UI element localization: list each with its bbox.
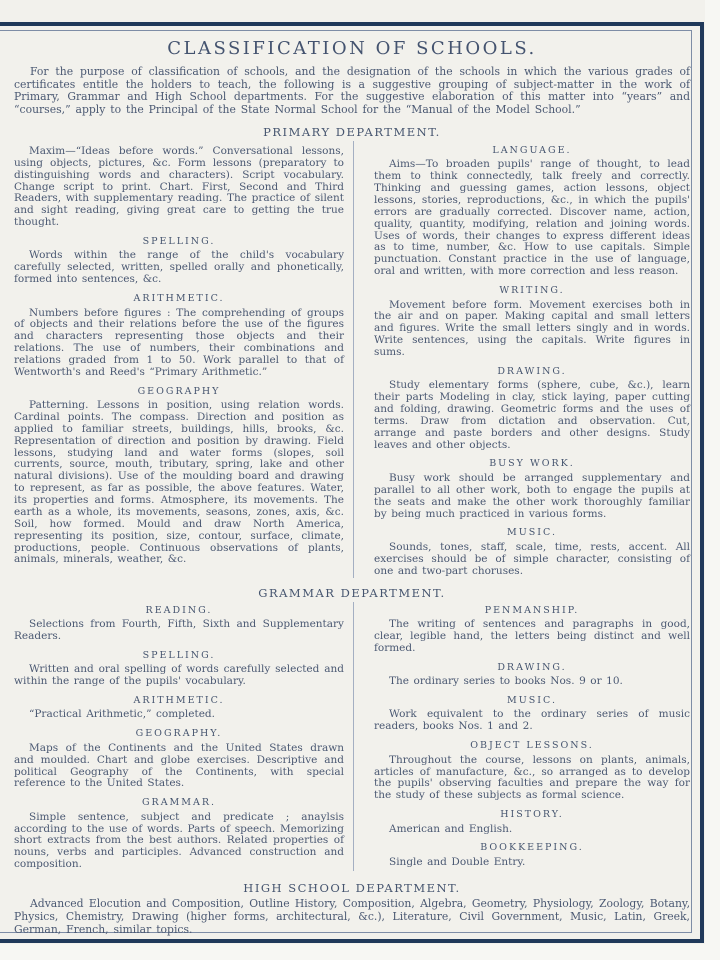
section-body: Work equivalent to the ordinary series of music readers, books Nos. 1 and 2. [374,708,690,733]
section-bookkeeping [374,843,690,868]
section-body: Single and Double Entry. [389,855,526,868]
section-geography [14,729,344,790]
section-body: “Practical Arithmetic,” completed. [29,708,215,721]
section-busy-work [374,459,690,520]
section-body: Simple sentence, subject and predicate ; anaylsis according to the use of words. Parts of speech. Memorizing short extracts from the best authors. Related properties of nouns, verbs and participles. Advanced construction and composition. [14,810,344,871]
page-edge-right [705,0,720,960]
section-body: Numbers before figures : The comprehending of groups of objects and their relations before the use of the figures and characters representing those objects and their relations. The use of numbers, their combinations and relations graded from 1 to 50. Work parallel to that of Wentworth's and Reed's “Primary Arithmetic.” [14,306,344,378]
section-heading: SPELLING. [142,235,216,247]
page-content [14,36,690,937]
section-arithmetic [14,696,344,721]
section-heading: MUSIC. [507,527,557,539]
section-heading: ARITHMETIC. [133,694,225,706]
section-spelling [14,651,344,688]
section-heading: ARITHMETIC. [133,293,225,305]
high-school-department-heading: HIGH SCHOOL DEPARTMENT. [243,881,461,896]
section-body: Maxim—“Ideas before words.” Conversational lessons, using objects, pictures, &c. Form lessons (preparatory to distinguishing words and characters). Script vocabulary. Change script to print. Chart. First, Second and Third Readers, with supplementary reading. The practice of silent and sight reading, giving great care to getting the true thought. [14,144,344,229]
section-body: Throughout the course, lessons on plants, animals, articles of manufacture, &c., so arranged as to develop the pupils' observing faculties and prepare the way for the study of these subjects as formal science. [374,753,690,802]
section-heading: PENMANSHIP. [484,604,580,616]
section-body: Sounds, tones, staff, scale, time, rests, accent. All exercises should be of simple character, consisting of one and two-part choruses. [374,540,690,577]
section-arithmetic [14,294,344,379]
section-body: Maps of the Continents and the United States drawn and moulded. Chart and globe exercises. Descriptive and political Geography of the Continents, with special reference to the United States. [14,741,344,790]
section-object-lessons [374,741,690,802]
section-body: The ordinary series to books Nos. 9 or 10. [389,675,623,688]
section-body: Words within the range of the child's vocabulary carefully selected, written, spelled orally and phonetically, formed into sentences, &c. [14,249,344,286]
section-heading: READING. [145,604,213,616]
primary-columns [14,141,690,578]
section-grammar [14,798,344,871]
section-body: Patterning. Lessons in position, using relation words. Cardinal points. The compass. Direction and position as applied to familiar streets, buildings, hills, brooks, &c. Representation of direction and position by drawing. Field lessons, studying land and water forms (slopes, soil currents, source, mouth, tributary, spring, lake and other natural divisions). Use of the moulding board and drawing to represent, as far as possible, the above features. Water, its properties and forms. Atmosphere, its movements. The earth as a whole, its movements, seasons, zones, axis, &c. Soil, how formed. Mould and draw North America, representing its position, size, contour, surface, climate, productions, people. Continuous observations of plants, animals, minerals, weather, &c. [14,399,344,566]
grammar-left-column [14,602,354,872]
section-heading: BOOKKEEPING. [480,842,584,854]
primary-left-column [14,141,354,578]
section-body: The writing of sentences and paragraphs in good, clear, legible hand, the letters being distinct and well formed. [374,618,690,654]
section-music [374,528,690,577]
section-drawing [374,663,690,688]
section-geography [14,387,344,567]
primary-right-column [354,141,690,578]
section-heading: WRITING. [499,285,565,297]
section-heading: GEOGRAPHY [137,385,221,397]
section-body: Busy work should be arranged supplementary and parallel to all other work, both to engage the pupils at the seats and make the other work thoroughly familiar by being much practiced in various forms. [374,471,690,520]
section-spelling [14,237,344,286]
section-body: Aims—To broaden pupils' range of thought, to lead them to think connectedly, talk freely and correctly. Thinking and guessing games, action lessons, object lessons, stories, reproductions, &c., in which the pupils' errors are gradually corrected. Discover name, action, quality, quantity, modifying, relation and joining words. Uses of words, their changes to express different ideas as to time, number, &c. How to use capitals. Simple punctuation. Constant practice in the use of language, oral and written, with more correction and less reason. [374,158,690,278]
grammar-department-heading: GRAMMAR DEPARTMENT. [258,585,446,600]
section-heading: GEOGRAPHY. [135,728,223,740]
section-heading: GRAMMAR. [141,797,217,809]
section-reading [14,606,344,643]
grammar-columns [14,602,690,872]
section-music [374,696,690,733]
section-language [374,146,690,278]
section-body: Selections from Fourth, Fifth, Sixth and Supplementary Readers. [14,618,344,642]
section-heading: MUSIC. [507,694,557,706]
section-heading: DRAWING. [497,365,567,377]
section-reading [14,146,344,229]
section-body: American and English. [389,822,513,835]
section-heading: BUSY WORK. [489,458,575,470]
section-writing [374,286,690,359]
page-edge-bottom [0,944,720,960]
section-heading: OBJECT LESSONS. [470,740,594,752]
section-heading: SPELLING. [142,649,216,661]
high-school-body: Advanced Elocution and Composition, Outline History, Composition, Algebra, Geometry, Physiology, Zoology, Botany, Physics, Chemistry, Drawing (higher forms, architectural, &c.), Literature, Civil Government, Music, Latin, Greek, German, French, similar topics. [14,897,690,936]
intro-paragraph: For the purpose of classification of schools, and the designation of the schools in which the various grades of certificates entitle the holders to teach, the following is a suggestive grouping of subject-matter in the work of Primary, Grammar and High School departments. For the suggestive elaboration of this matter into “years” and “courses,” apply to the Principal of the State Normal School for the “Manual of the Model School.” [14,65,690,117]
section-penmanship [374,606,690,655]
section-drawing [374,367,690,452]
section-heading: DRAWING. [497,661,567,673]
primary-department-heading: PRIMARY DEPARTMENT. [263,124,441,139]
grammar-right-column [354,602,690,872]
section-body: Written and oral spelling of words carefully selected and within the range of the pupils' vocabulary. [14,663,344,688]
section-heading: LANGUAGE. [492,144,572,156]
section-body: Study elementary forms (sphere, cube, &c.), learn their parts Modeling in clay, stick laying, paper cutting and folding, drawing. Geometric forms and the uses of terms. Draw from dictation and observation. Cut, arrange and paste borders and other designs. Study leaves and other objects. [374,379,690,451]
section-body: Movement before form. Movement exercises both in the air and on paper. Making capital and small letters and figures. Write the small letters singly and in words. Write sentences, using the capitals. Write figures in sums. [374,298,690,358]
page-title: CLASSIFICATION OF SCHOOLS. [167,38,537,59]
section-heading: HISTORY. [500,809,564,821]
section-history [374,810,690,835]
